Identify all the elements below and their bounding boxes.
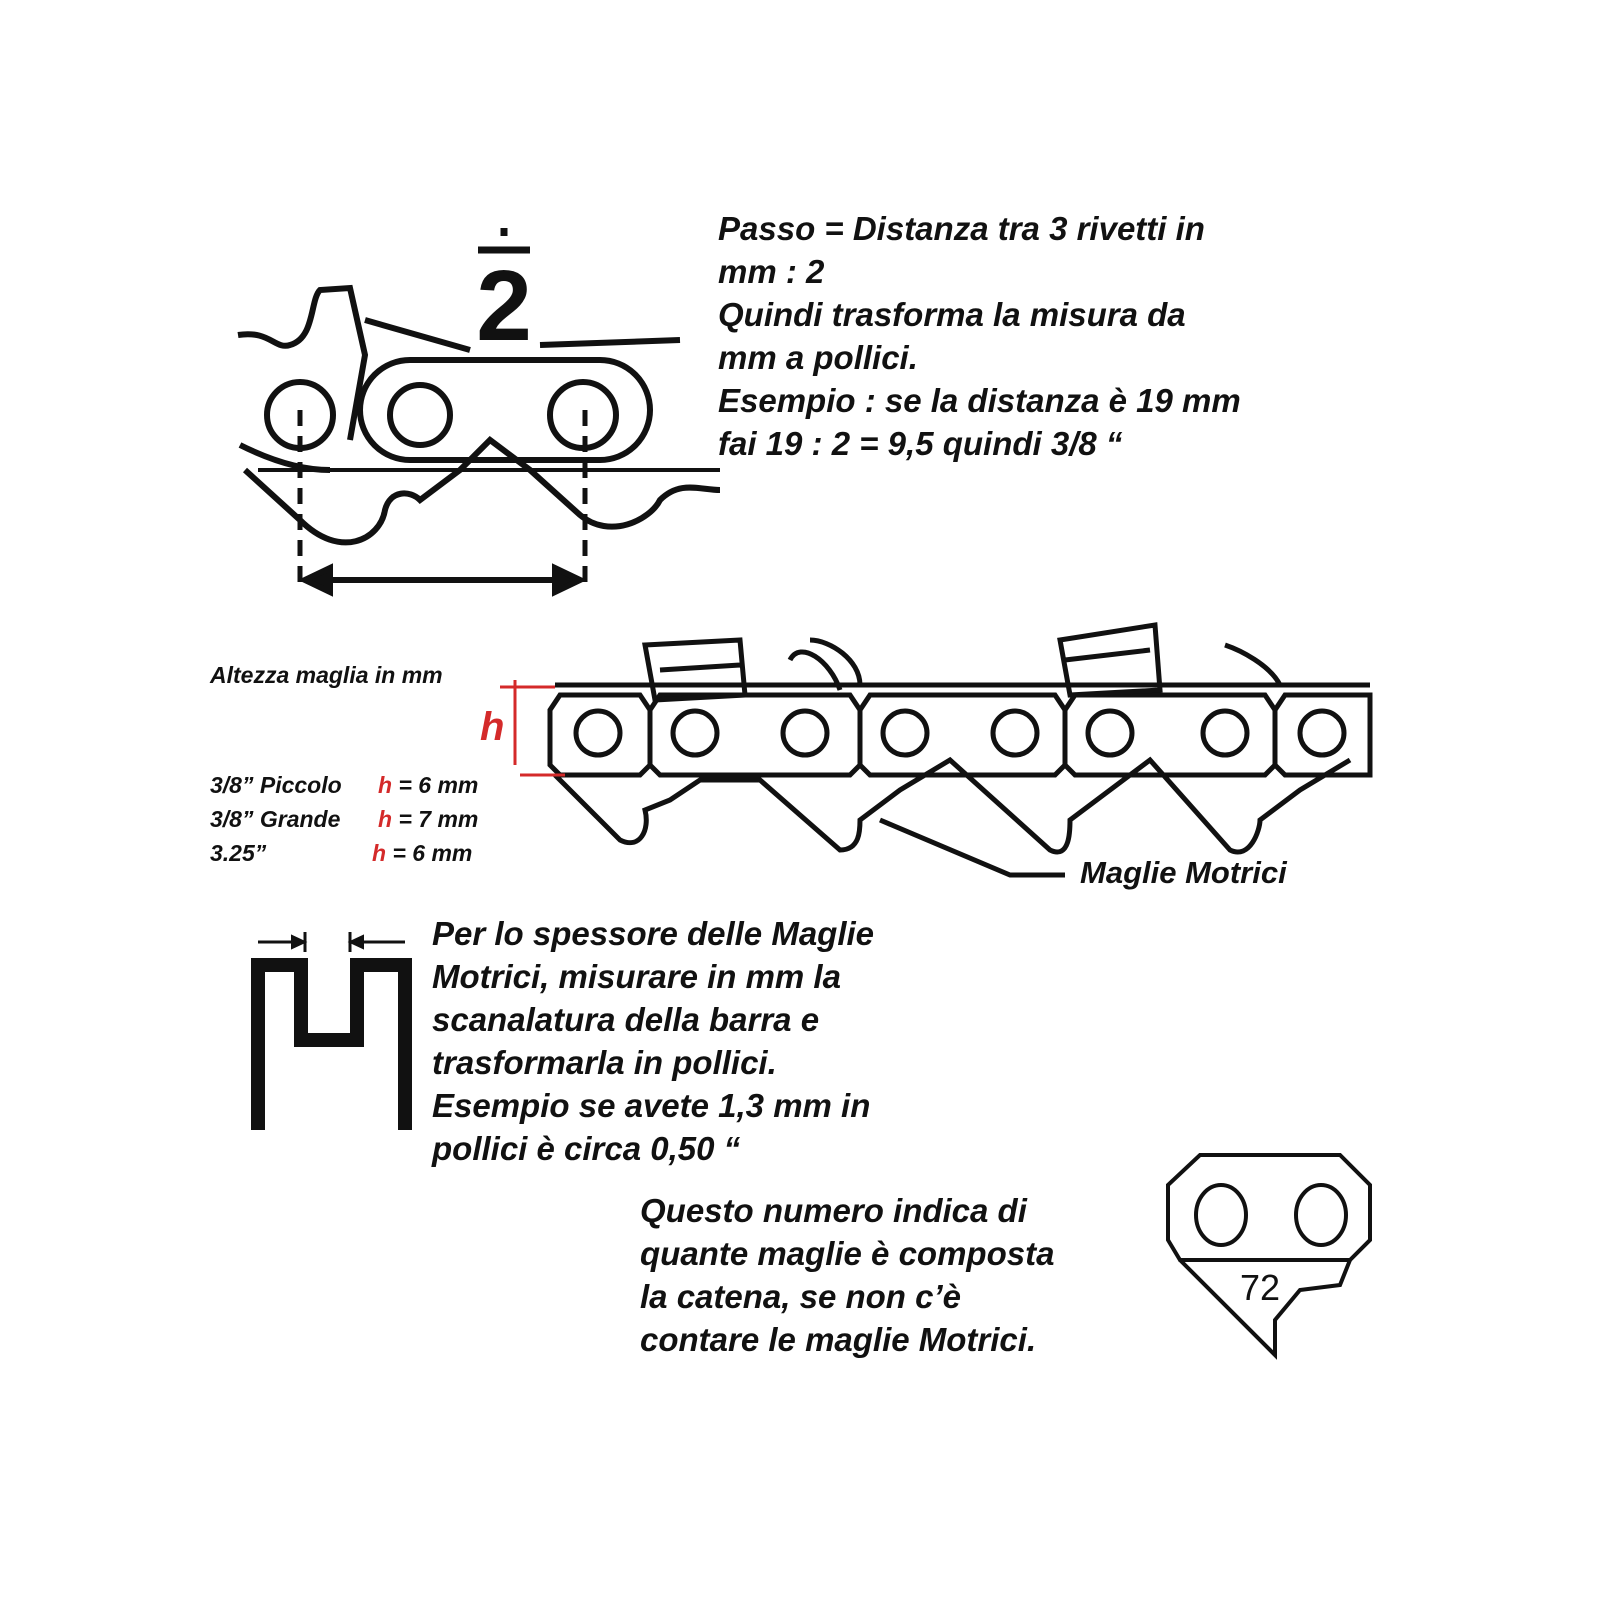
text-line: Per lo spessore delle Maglie [432, 915, 875, 952]
divisor-label: 2 [476, 250, 532, 362]
text-line: pollici è circa 0,50 “ [432, 1130, 741, 1167]
h-symbol: h [378, 772, 393, 798]
text-line: Esempio : se la distanza è 19 mm [718, 382, 1241, 419]
text-line: Motrici, misurare in mm la [432, 958, 841, 995]
h-symbol: h [480, 705, 505, 749]
height-row [210, 836, 478, 870]
text-line: la catena, se non c’è [640, 1278, 961, 1315]
link-count-explanation [640, 1189, 1054, 1361]
drive-links-label: Maglie Motrici [1080, 855, 1287, 890]
gauge-explanation [432, 912, 874, 1170]
chain-type: 3.25” [210, 840, 267, 866]
numbered-drive-link-illustration [1168, 1155, 1370, 1355]
text-line: Questo numero indica di [640, 1192, 1027, 1229]
pitch-explanation [718, 207, 1241, 465]
chain-type: 3/8” Grande [210, 806, 341, 832]
height-value: = 7 mm [398, 806, 479, 832]
text-line: contare le maglie Motrici. [640, 1321, 1037, 1358]
text-line: Quindi trasforma la misura da [718, 296, 1186, 333]
text-line: mm : 2 [718, 253, 825, 290]
h-symbol: h [372, 840, 387, 866]
h-symbol: h [378, 806, 393, 832]
height-row [210, 768, 478, 802]
bar-groove-illustration [258, 932, 405, 1130]
height-title: Altezza maglia in mm [210, 662, 443, 688]
text-line: trasformarla in pollici. [432, 1044, 777, 1081]
height-table [210, 768, 478, 870]
text-line: Esempio se avete 1,3 mm in [432, 1087, 871, 1124]
height-chain-illustration [550, 625, 1370, 875]
height-value: = 6 mm [392, 840, 473, 866]
link-count-number: 72 [1239, 1267, 1281, 1308]
height-row [210, 802, 478, 836]
height-value: = 6 mm [398, 772, 479, 798]
height-dimension-marker [500, 680, 565, 775]
chain-type: 3/8” Piccolo [210, 772, 342, 798]
text-line: quante maglie è composta [640, 1235, 1055, 1272]
text-line: Passo = Distanza tra 3 rivetti in [718, 210, 1205, 247]
text-line: scanalatura della barra e [432, 1001, 820, 1038]
text-line: mm a pollici. [718, 339, 918, 376]
text-line: fai 19 : 2 = 9,5 quindi 3/8 “ [718, 425, 1123, 462]
